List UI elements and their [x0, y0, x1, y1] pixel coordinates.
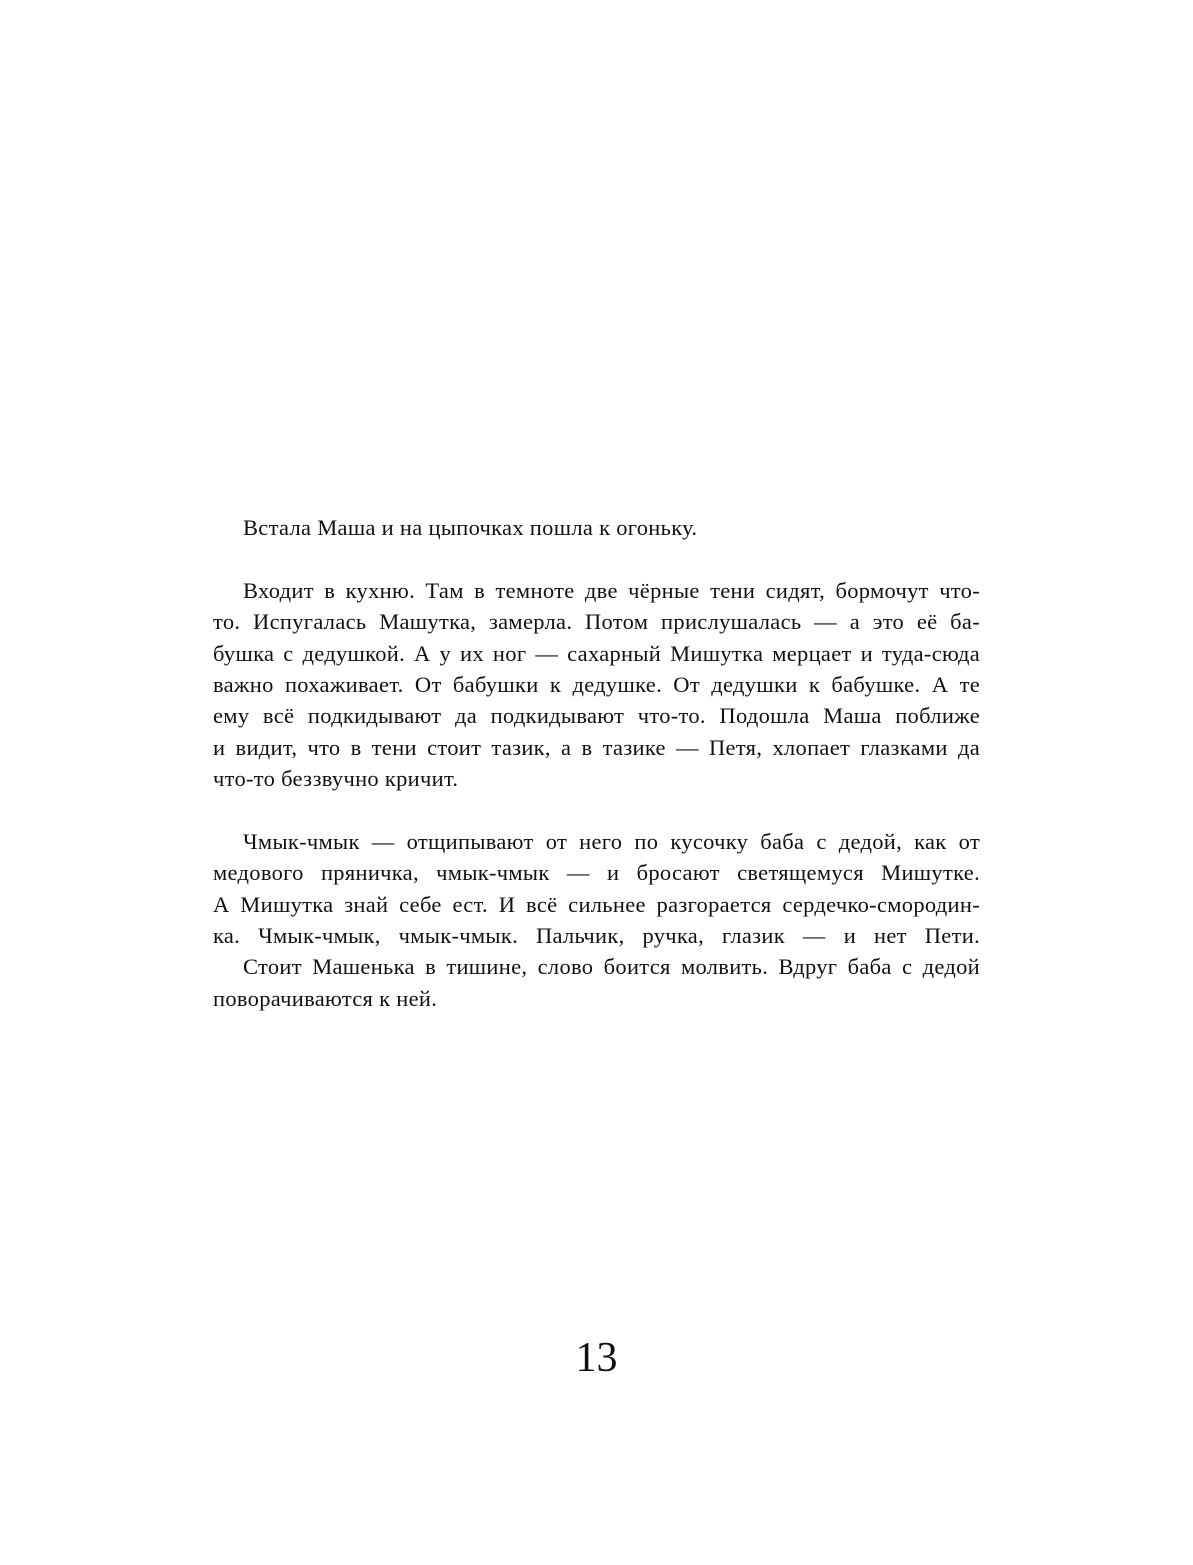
- text-line: ка. Чмык-чмык, чмык-чмык. Пальчик, ручка, глазик — и нет Пети.: [213, 923, 980, 949]
- paragraph-2: [213, 575, 980, 795]
- text-line: и видит, что в тени стоит тазик, а в тазике — Петя, хлопает глазками да: [213, 734, 980, 760]
- text-line: ему всё подкидывают да подкидывают что-то. Подошла Маша поближе: [213, 703, 980, 729]
- paragraph-3: [213, 826, 980, 952]
- text-line: Встала Маша и на цыпочках пошла к огоньку.: [243, 515, 698, 540]
- text-line: поворачиваются к ней.: [213, 985, 438, 1011]
- paragraph-gap: [213, 795, 980, 826]
- text-line: Чмык-чмык — отщипывают от него по кусочку баба с дедой, как от: [243, 828, 980, 854]
- body-text: [213, 512, 980, 1014]
- paragraph-4: [213, 951, 980, 1014]
- text-line: важно похаживает. От бабушки к дедушке. От дедушки к бабушке. А те: [213, 671, 980, 697]
- text-line: медового пряничка, чмык-чмык — и бросают светящемуся Мишутке.: [213, 860, 980, 886]
- text-line: Стоит Машенька в тишине, слово боится молвить. Вдруг баба с дедой: [243, 954, 980, 980]
- text-line: то. Испугалась Машутка, замерла. Потом прислушалась — а это её ба-: [213, 609, 980, 635]
- text-line: Входит в кухню. Там в темноте две чёрные тени сидят, бормочут что-: [243, 577, 980, 603]
- text-line: что-то беззвучно кричит.: [213, 766, 459, 792]
- text-line: бушка с дедушкой. А у их ног — сахарный Мишутка мерцает и туда-сюда: [213, 640, 980, 666]
- paragraph-gap: [213, 543, 980, 574]
- text-line: А Мишутка знай себе ест. И всё сильнее разгорается сердечко-смородин-: [213, 891, 980, 917]
- page-number: 13: [575, 1335, 618, 1381]
- paragraph-1: [213, 512, 980, 543]
